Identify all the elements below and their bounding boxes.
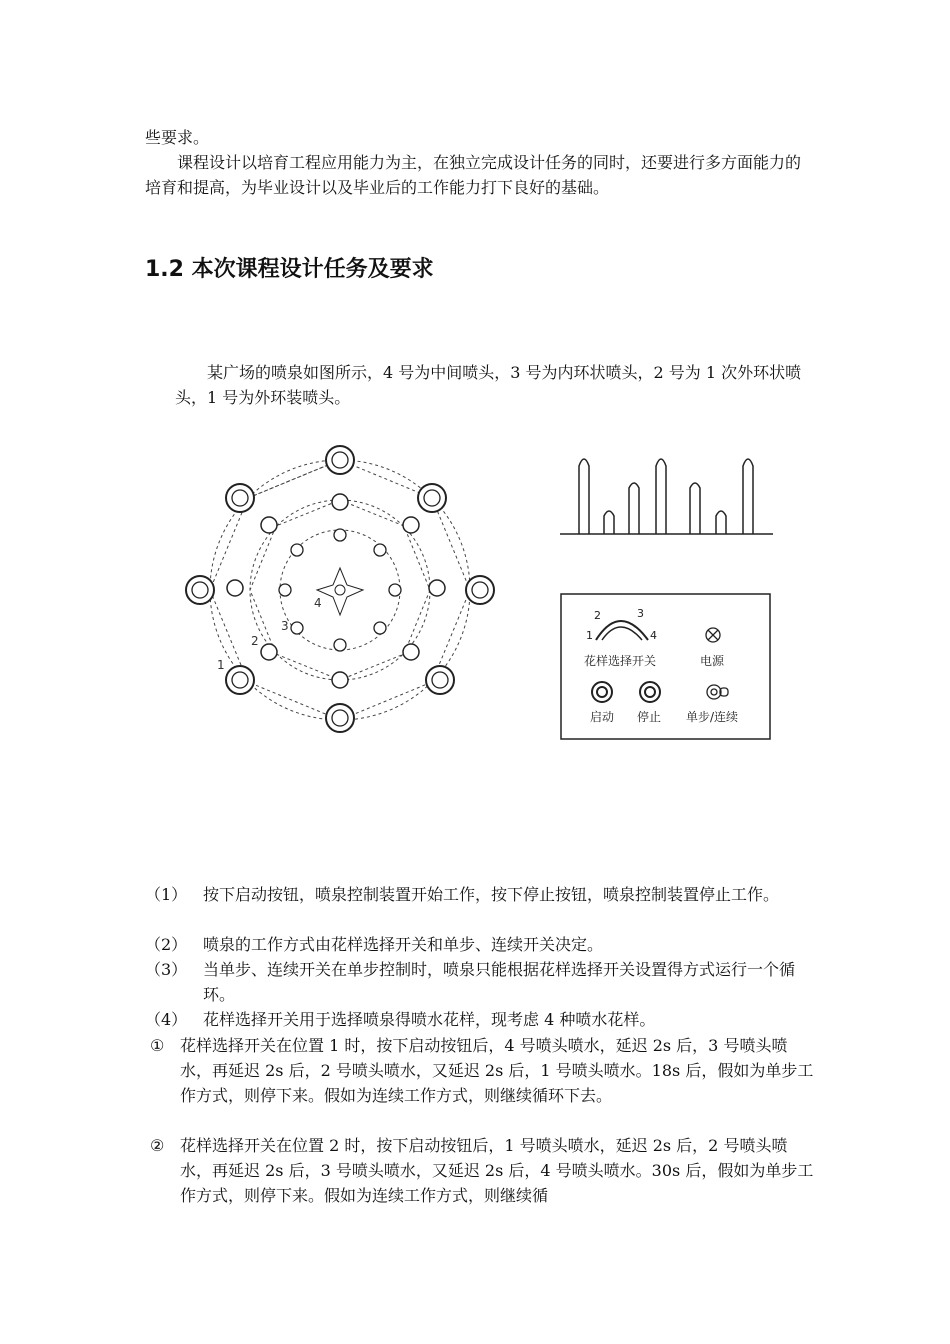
sub-item <box>145 1133 815 1208</box>
item-text: 喷泉的工作方式由花样选择开关和单步、连续开关决定。 <box>203 935 604 954</box>
sub-item-text: 花样选择开关在位置 2 时，按下启动按钮后，1 号喷头喷水，延迟 2s 后，2 号喷头喷水，再延迟 2s 后，3 号喷头喷水，又延迟 2s 后，4 号喷头喷水。30s 后，假如为单步工作方式，则停下来。假如为连续工作方式，则继续循 <box>180 1136 814 1205</box>
item-text: 按下启动按钮，喷泉控制装置开始工作，按下停止按钮，喷泉控制装置停止工作。 <box>203 885 780 904</box>
stop-label: 停止 <box>637 710 662 724</box>
start-label: 启动 <box>590 710 615 724</box>
nozzle-label: 3 <box>281 619 289 633</box>
nozzle-label: 2 <box>251 634 259 648</box>
item-number: （3） <box>145 960 188 979</box>
mode-label: 单步/连续 <box>686 710 739 724</box>
spray-pattern-diagram <box>555 448 775 543</box>
item-text: 当单步、连续开关在单步控制时，喷泉只能根据花样选择开关设置得方式运行一个循环。 <box>203 960 796 1004</box>
sub-item <box>145 1033 815 1108</box>
list-item <box>145 1007 815 1032</box>
list-item <box>145 882 815 907</box>
control-panel <box>560 592 772 742</box>
switch-label: 花样选择开关 <box>584 654 657 668</box>
sub-item-number: ② <box>150 1136 165 1155</box>
item-number: （4） <box>145 1010 188 1029</box>
item-number: （1） <box>145 885 188 904</box>
paragraph: 课程设计以培育工程应用能力为主，在独立完成设计任务的同时，还要进行多方面能力的培育和提高，为毕业设计以及毕业后的工作能力打下良好的基础。 <box>145 153 802 197</box>
fountain-layout-diagram <box>175 440 510 740</box>
switch-position: 1 <box>586 629 593 642</box>
sub-item-number: ① <box>150 1036 165 1055</box>
switch-position: 3 <box>637 607 644 620</box>
switch-position: 2 <box>594 609 601 622</box>
intro-paragraph: 某广场的喷泉如图所示，4 号为中间喷头，3 号为内环状喷头，2 号为 1 次外环状喷头，1 号为外环装喷头。 <box>175 363 802 407</box>
sub-item-text: 花样选择开关在位置 1 时，按下启动按钮后，4 号喷头喷水，延迟 2s 后，3 号喷头喷水，再延迟 2s 后，2 号喷头喷水，又延迟 2s 后，1 号喷头喷水。18s 后，假如为单步工作方式，则停下来。假如为连续工作方式，则继续循环下去。 <box>180 1036 814 1105</box>
nozzle-label: 1 <box>217 658 225 672</box>
item-number: （2） <box>145 935 188 954</box>
section-heading: 1.2 本次课程设计任务及要求 <box>145 257 434 282</box>
list-item <box>145 957 815 1007</box>
power-label: 电源 <box>700 654 725 668</box>
text-line: 些要求。 <box>145 128 210 147</box>
item-text: 花样选择开关用于选择喷泉得喷水花样，现考虑 4 种喷水花样。 <box>203 1010 656 1029</box>
nozzle-label: 4 <box>314 596 322 610</box>
switch-position: 4 <box>650 629 657 642</box>
list-item <box>145 932 815 957</box>
